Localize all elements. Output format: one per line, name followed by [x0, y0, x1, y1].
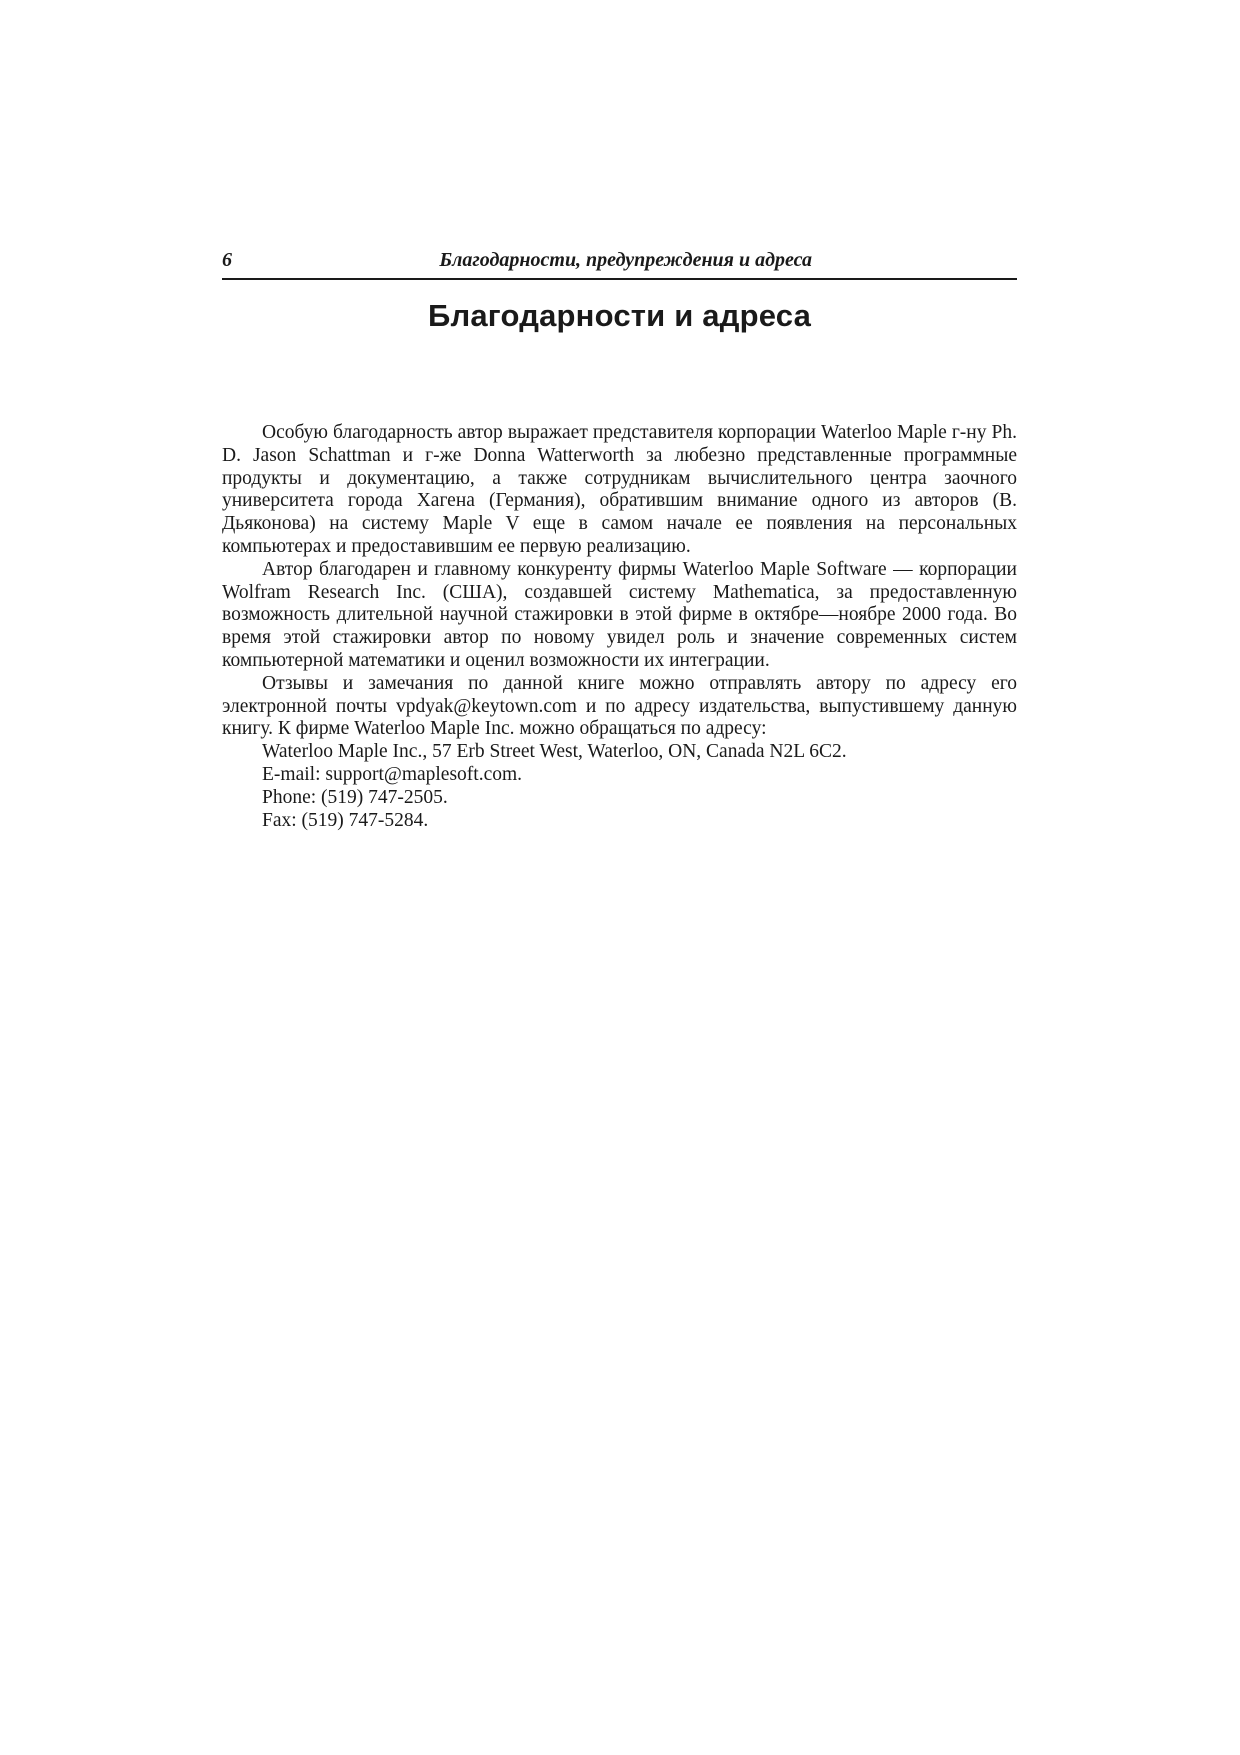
body-text: [222, 422, 1017, 832]
chapter-title: Благодарности и адреса: [427, 298, 812, 333]
running-header-title: Благодарности, предупреждения и адреса: [439, 249, 812, 271]
page-number: 6: [222, 249, 232, 271]
postal-address: Waterloo Maple Inc., 57 Erb Street West, Waterloo, ON, Canada N2L 6C2.: [262, 741, 847, 763]
email-address: E-mail: support@maplesoft.com.: [262, 763, 523, 785]
phone-number: Phone: (519) 747-2505.: [262, 786, 448, 808]
paragraph-acknowledgement-wolfram: Автор благодарен и главному конкуренту фирмы Waterloo Maple Software — корпорации Wolfram Research Inc. (США), создавшей систему Mathematica, за предоставленную возможность длительной научной стажировки в этой фирме в октябре—ноябре 2000 года. Во время этой стажировки автор по новому увидел роль и значение современных систем компьютерной математики и оценил возможности их интеграции.: [222, 558, 1017, 671]
book-page: [222, 246, 1017, 832]
fax-number: Fax: (519) 747-5284.: [262, 809, 429, 831]
paragraph-feedback: Отзывы и замечания по данной книге можно отправлять автору по адресу его электронной почты vpdyak@keytown.com и по адресу издательства, выпустившему данную книгу. К фирме Waterloo Maple Inc. можно обращаться по адресу:: [222, 672, 1017, 740]
running-header: [222, 246, 1017, 280]
paragraph-acknowledgement-maple: Особую благодарность автор выражает представителя корпорации Waterloo Maple г-ну Ph. D. Jason Schattman и г-же Donna Watterworth за любезно представленные программные продукты и документацию, а также сотрудникам вычислительного центра заочного университета города Хагена (Германия), обратившим внимание одного из авторов (В. Дьяконова) на систему Maple V еще в самом начале ее появления на персональных компьютерах и предоставившим ее первую реализацию.: [222, 422, 1017, 557]
